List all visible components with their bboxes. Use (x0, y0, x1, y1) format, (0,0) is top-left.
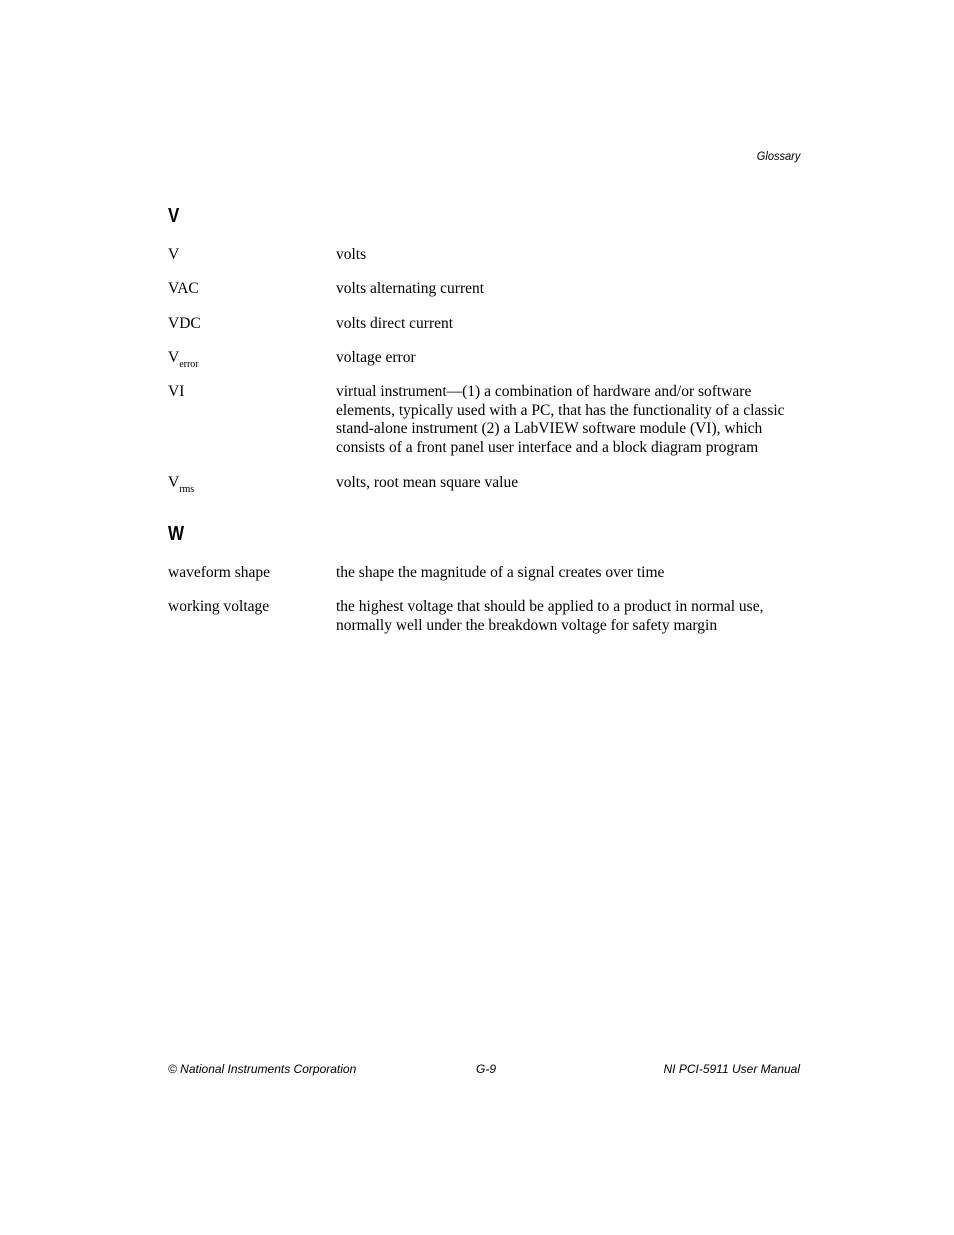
definition-line: virtual instrument—(1) a combination of hardware and/or software (336, 383, 752, 400)
glossary-term (168, 349, 328, 368)
glossary-term: VI (168, 383, 185, 400)
glossary-definition (336, 315, 798, 334)
glossary-definition (336, 474, 798, 493)
glossary-definition (336, 564, 798, 583)
glossary-definition (336, 383, 798, 458)
definition-line: volts direct current (336, 315, 454, 332)
term-base: V (168, 474, 180, 491)
glossary-term: V (168, 246, 180, 263)
definition-line: elements, typically used with a PC, that has the functionality of a classic (336, 401, 785, 419)
glossary-term: VDC (168, 315, 201, 332)
definition-line: consists of a front panel user interface and a block diagram program (336, 439, 759, 457)
glossary-definition (336, 598, 798, 635)
glossary-definition (336, 349, 798, 368)
term-subscript: rms (179, 484, 195, 495)
glossary-definition (336, 280, 798, 299)
definition-line: the shape the magnitude of a signal creates over time (336, 564, 665, 581)
definition-line: volts, root mean square value (336, 474, 519, 491)
definition-line: the highest voltage that should be applied to a product in normal use, (336, 598, 764, 615)
section-heading-v: V (168, 205, 180, 227)
term-base: V (168, 349, 180, 366)
definition-line: normally well under the breakdown voltage for safety margin (336, 616, 718, 634)
glossary-term: working voltage (168, 598, 270, 615)
footer-manual-title: NI PCI-5911 User Manual (663, 1062, 800, 1076)
section-heading-w: W (168, 523, 185, 545)
term-subscript: error (179, 359, 199, 370)
footer-page-number: G-9 (476, 1062, 497, 1076)
glossary-definition (336, 246, 798, 265)
definition-line: volts alternating current (336, 280, 485, 297)
glossary-term: waveform shape (168, 564, 270, 581)
running-header: Glossary (756, 149, 800, 163)
definition-line: voltage error (336, 349, 416, 366)
glossary-term: VAC (168, 280, 199, 297)
footer-copyright: © National Instruments Corporation (168, 1062, 357, 1076)
definition-line: stand-alone instrument (2) a LabVIEW software module (VI), which (336, 420, 763, 438)
definition-line: volts (336, 246, 367, 263)
glossary-term (168, 474, 328, 493)
